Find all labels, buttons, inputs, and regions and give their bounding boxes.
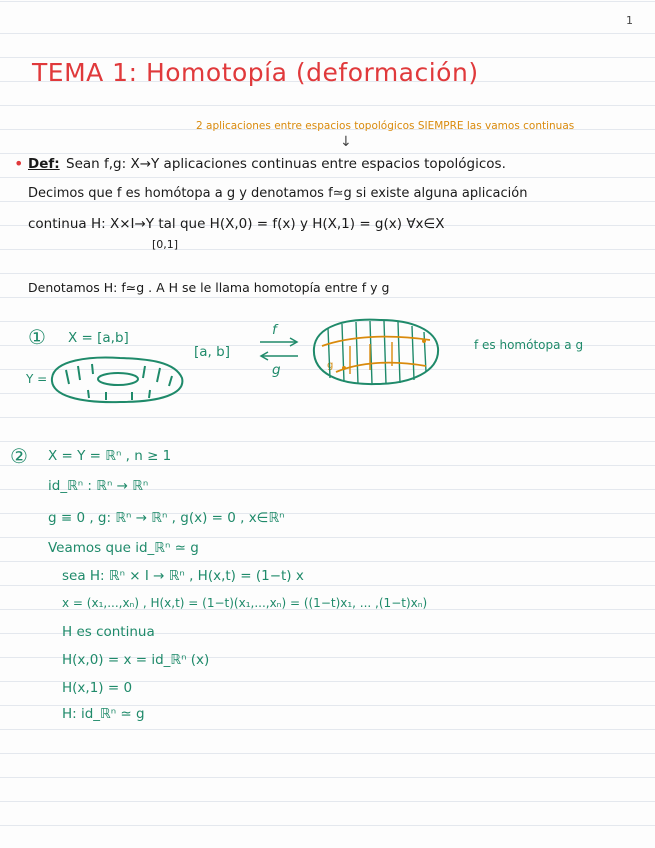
note-arrow: ↓ — [340, 134, 352, 150]
curve-g-label: g — [327, 360, 334, 371]
page-number: 1 — [626, 14, 633, 27]
map-g-label: g — [272, 362, 281, 378]
map-arrows — [260, 338, 298, 360]
example-2-line-7: H es continua — [62, 624, 155, 640]
example-2-line-3: g ≡ 0 , g: ℝⁿ → ℝⁿ , g(x) = 0 , x∈ℝⁿ — [48, 510, 285, 526]
example-2-line-4: Veamos que id_ℝⁿ ≃ g — [48, 540, 199, 556]
definition-line-1: Sean f,g: X→Y aplicaciones continuas entre espacios topológicos. — [66, 156, 506, 172]
example-2-line-10: H: id_ℝⁿ ≃ g — [62, 706, 145, 722]
region-sketch — [314, 320, 438, 384]
example-2-line-1: X = Y = ℝⁿ , n ≥ 1 — [48, 448, 172, 464]
example-1-space: X = [a,b] — [68, 330, 129, 346]
page-title: TEMA 1: Homotopía (deformación) — [32, 58, 479, 87]
margin-note: 2 aplicaciones entre espacios topológicos SIEMPRE las vamos continuas — [196, 120, 575, 132]
example-2-line-8: H(x,0) = x = id_ℝⁿ (x) — [62, 652, 210, 668]
unit-interval-label: [0,1] — [152, 238, 179, 251]
example-2-line-9: H(x,1) = 0 — [62, 680, 133, 696]
annulus-sketch — [52, 358, 182, 403]
example-1-conclusion: f es homótopa a g — [474, 338, 584, 352]
definition-label: Def: — [28, 156, 60, 172]
example-2-line-2: id_ℝⁿ : ℝⁿ → ℝⁿ — [48, 478, 149, 494]
definition-line-3: continua H: X×I→Y tal que H(X,0) = f(x) y H(X,1) = g(x) ∀x∈X — [28, 216, 445, 232]
notation-line: Denotamos H: f≃g . A H se le llama homotopía entre f y g — [28, 280, 390, 295]
example-1-number: ① — [28, 325, 46, 349]
example-2-line-5: sea H: ℝⁿ × I → ℝⁿ , H(x,t) = (1−t) x — [62, 568, 304, 584]
map-f-label: f — [272, 322, 277, 338]
example-2-line-6: x = (x₁,...,xₙ) , H(x,t) = (1−t)(x₁,...,xₙ) = ((1−t)x₁, ... ,(1−t)xₙ) — [62, 596, 428, 610]
example-1-interval: [a, b] — [194, 344, 230, 360]
bullet: • — [14, 154, 24, 173]
example-2-number: ② — [10, 444, 28, 468]
definition-line-2: Decimos que f es homótopa a g y denotamos f≃g si existe alguna aplicación — [28, 186, 528, 201]
example-1-y-label: Y = — [26, 372, 48, 386]
